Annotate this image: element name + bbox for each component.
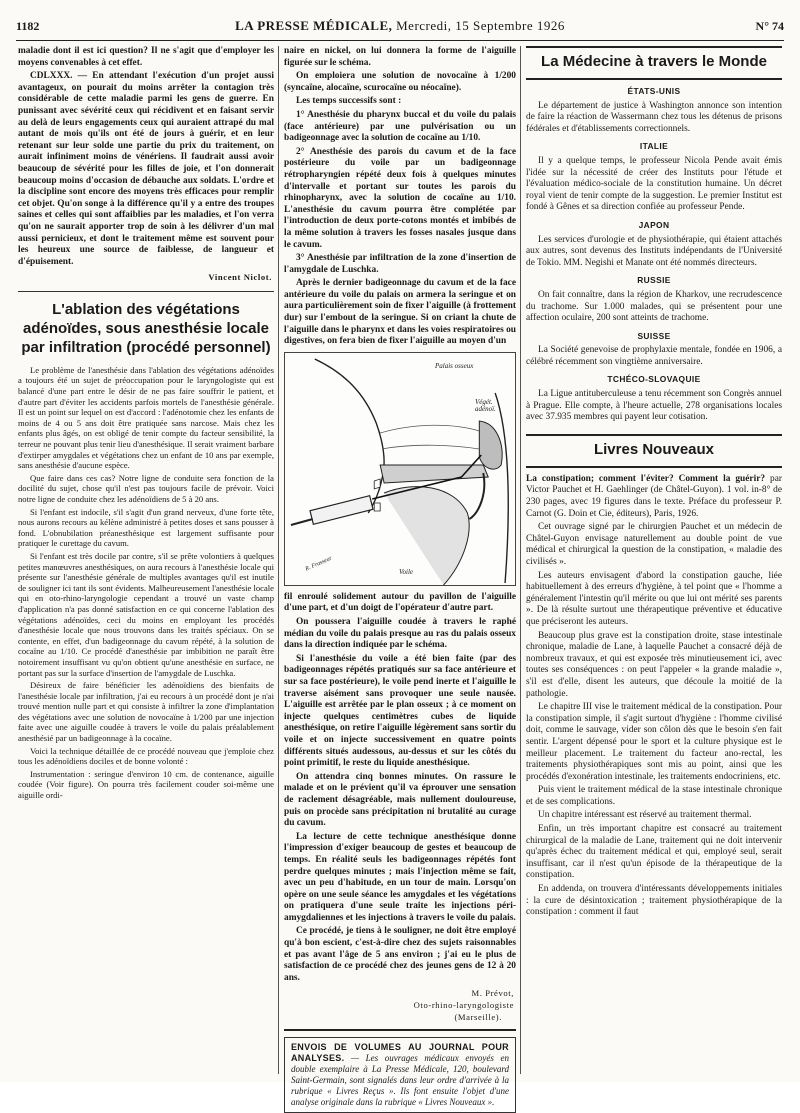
country-news: Il y a quelque temps, le professeur Nicola Pende avait émis l'idée sur la nécessité de créer des Instituts pour l'étude et l'évaluation médico-sociale de la constitution humaine. Un décret royal vient de tenir compte de la suggestion. Le premier Institut est fondé à Gênes et sa direction confiée au professeur Pende. [526,155,782,213]
book-review-paragraph: Les auteurs envisagent d'abord la constipation gauche, liée habituellement à des erreurs d'hygiène, à tel point que « l'homme a généralement l'intestin qu'il mérite ou que lui ont mérité ses parents ». De là résulte surtout une thérapeutique préventive et éducative que préciseront les auteurs. [526,570,782,627]
box-top-rule [284,1029,516,1031]
issue-date: Mercredi, 15 Septembre 1926 [396,18,565,33]
signature-prevot-role: Oto-rhino-laryngologiste [413,1000,514,1011]
country-news: La Société genevoise de prophylaxie mentale, fondée en 1906, a célébré récemment son vingtième anniversaire. [526,345,782,367]
journal-name: LA PRESSE MÉDICALE, [235,18,393,33]
cdlxxx-paragraph [18,71,274,268]
soft-palate [469,473,484,519]
article-paragraph: Voici la technique détaillée de ce procédé nouveau que j'emploie chez tous les adénoïdiens dociles et de bonne volonté : [18,745,274,767]
country-news: Le département de justice à Washington annonce son intention de faire la réaction de Wassermann chez tous les détenus de prisons fédérales et d'établissements correctionnels. [526,100,782,134]
books-bottom-rule [526,466,782,468]
article-body [18,365,274,801]
col2-paragraph: La lecture de cette technique anesthésique donne l'impression d'exiger beaucoup de gestes et beaucoup de temps. En réalité seuls les badigeonnages répétés font perdre quelques minutes ; mais l'injection même se fait, avec un peu d'habitude, en un tour de main. Lorsqu'on opère on une seule séance les amygdales et les végétations on pratiquera d'une seule traite les injections péri-amygdaliennes et les injections à travers le voile du palais. [284,831,516,923]
signature-prevot-city: (Marseille). [454,1011,502,1022]
country-heading: JAPON [638,219,670,230]
page-header [16,8,784,34]
cdlxxx-body: — En attendant l'exécution d'un projet aussi avantageux, on pourait du moins arrêter la contagion très considérable de cette maladie parmi les gens de guerre. En punissant avec sévérité ceux qui récidivent et en faisant servir au delà de leurs engagements ceux qui auraient attrapé du mal autant de mois qu'ils ont été de jours à guérir, et en leur retenant sur leur solde une partie du prix du traitement, on aurait infiniment moins de vénériens. Il faudrait aussi avoir beaucoup de sévérité pour les filles de joie, et l'on donnerait beaucoup moins d'occasion de débauche aux soldats. L'ordre et la discipline sont encore des moyens très efficaces pour remplir cet objet. Qu'on songe à la différence qu'il y a entre des troupes saines et celles qui sont affaiblies par les maladies, et l'on verra qu'on ne saurait apporter trop de soin à les délivrer d'un mal aussi pernicieux, et dont le traitement même est souvent pour les heureux une source de faiblesse, de langueur et d'épuisement. [18,71,274,267]
col2-paragraph: fil enroulé solidement autour du pavillon de l'aiguille d'une part, et d'un doigt de l'opérateur d'autre part. [284,591,516,614]
column-separator-2 [520,46,521,1074]
article-divider [18,291,274,292]
col2-paragraph: On emploiera une solution de novocaïne à 1/200 (syncaïne, alocaïne, scurocaïne ou néocaïne). [284,71,516,93]
col2-paragraph: 1° Anesthésie du pharynx buccal et du voile du palais (face antérieure) par une pulvérisation ou un badigeonnage avec la solution de cocaïne au 1/10. [284,109,516,144]
books-top-rule [526,434,782,436]
syringe-barrel [310,496,373,525]
envois-notice-box [284,1037,516,1113]
head-outline [315,359,384,513]
article-title: L'ablation des végétations adénoïdes, sous anesthésie locale par infiltration (procédé personnel) [21,300,271,356]
book-title: La constipation; comment l'éviter? Comment la guérir? [526,473,766,484]
col2-paragraph: Les temps successifs sont : [296,96,402,107]
country-heading: ÉTATS-UNIS [627,86,681,96]
country-heading: ITALIE [639,141,669,152]
article-paragraph: Si l'enfant est indocile, s'il s'agit d'un grand nerveux, d'une forte tête, nous aurons recours au kélène administré à petites doses et sans pousser à fond. L'obnubilation préanesthésique est largement suffisante pour pratiquer le curettage du cavum. [18,506,274,549]
country-heading: RUSSIE [637,275,671,286]
issue-number: N° 74 [755,19,784,33]
page-number: 1182 [16,19,40,33]
col2-paragraph: 3° Anesthésie par infiltration de la zone d'insertion de l'amygdale de Luschka. [284,253,516,275]
column-1 [18,46,274,1074]
book-review-paragraph: Beaucoup plus grave est la constipation droite, stase intestinale chronique, maladie de Lane, à laquelle Pauchet a consacré déjà de nombreux travaux, et qui est exposée très minutieusement ici, avec toutes ses conséquences : on peut l'appeler « la grande maladie », s'il est d'elle, disent les auteurs, que découle la moitié de la pathologie. [526,630,782,699]
label-illustrator-credit: R. Frasseur [304,555,334,573]
envois-heading: ENVOIS DE VOLUMES AU JOURNAL POUR ANALYSES. [291,1042,509,1064]
label-palais-osseux: Palais osseux [435,361,474,370]
article-paragraph: Si l'enfant est très docile par contre, s'il se prête volontiers à quelques petites manœuvres anesthésiques, on aura recours à l'anesthésie locale qui présente sur l'anesthésie générale de multiples avantages qu'il est inutile de souligner ici tant ils sont évidents. Malheureusement l'anesthésie locale qui en oto-rhino-laryngologie cependant a trouvé un vaste champ d'application n'a pas donné satisfaction en ce qui concerne l'ablation des végétations adénoïdes, ceci du moins en employant les procédés d'anesthésie locale que nous trouvons dans les traités spéciaux. On se contente, en effet, d'un badigeonnage du cavum répété, à la solution de cocaïne au 1/10. Ce procédé d'anesthésie par imbibition ne paraît être notoirement insuffisant vu qu'on obtient qu'une anesthésie en surface, ne portant pas sur la surface d'insertion de l'amygdale de Luschka. [18,550,274,678]
col2-paragraph: Si l'anesthésie du voile a été bien faite (par des badigeonnages répétés pratiqués sur sa face antérieure et sur sa face postérieure), le voile pend inerte et l'aiguille le traverse aisément sans provoquer une seule nausée. L'aiguille est arrêtée par le plan osseux ; à ce moment on injecte quelques centimètres cubes de liquide anesthésique, on retire l'aiguille légèrement sans sortir du voile et on injecte successivement en quatre points différents situés audessous, au-dessus et sur les côtés du point primitif, le reste du liquide anesthésique. [284,653,516,769]
section-title-medecine: La Médecine à travers le Monde [541,53,767,70]
cdlxxx-number: CDLXXX. [30,71,73,82]
book-review-paragraph: Le chapitre III vise le traitement médical de la constipation. Pour la constipation simple, il s'agit surtout d'hygiène : l'homme civilisé doit, comme le sauvage, vider son côlon dès que le besoin s'en fait sentir. L'argent dépensé pour le sport et la culture physique est le meilleur placement. Le traitement du facteur ano-rectal, les traitements physiothérapiques sont mis au point, ainsi que les procédés d'exonération intestinale, les traitements endocriniens, etc. [526,702,782,782]
tongue [384,486,469,584]
col2-paragraph: naire en nickel, on lui donnera la forme de l'aiguille figurée sur le schéma. [284,46,516,68]
syringe-plunger [291,519,313,525]
signature-niclot: Vincent Niclot. [208,272,272,283]
envois-body: — Les ouvrages médicaux envoyés en double exemplaire à La Presse Médicale, 120, boulevard Saint-Germain, sont signalés dans leur ordre d'arrivée à la rubrique « Livres Reçus ». Ils font ensuite l'objet d'une analyse originale dans la rubrique « Livres Nouveaux ». [291,1053,509,1108]
col2-paragraph: On poussera l'aiguille coudée à travers le raphé médian du voile du palais presque au ras du palais osseux dans la direction indiquée par le schéma. [284,617,516,651]
col2-paragraph: Ce procédé, je tiens à le souligner, ne doit être employé qu'à bon escient, c'est-à-dire chez des sujets raisonnables et pas avant l'âge de 5 ans environ ; j'ai eu le plus de satisfaction de ce procédé chez des jeunes gens de 12 à 20 ans. [284,926,516,983]
country-news: On fait connaître, dans la région de Kharkov, une recrudescence du trachome. Sur 1.000 malades, qui se présentent pour une affection oculaire, 200 sont atteints de trachome. [526,289,782,324]
signature-prevot-name: M. Prévot, [471,988,514,999]
intro-paragraph: maladie dont il est ici question? Il ne s'agit que d'employer les moyens convenables à cet effet. [18,46,274,68]
column-separator-1 [278,46,279,1074]
section-bottom-rule [526,78,782,80]
book-review-paragraph: Cet ouvrage signé par le chirurgien Pauchet et un médecin de Châtel-Guyon envisage naturellement au double point de vue médical et chirurgical la question de la constipation, « maladie des civilisés ». [526,522,782,567]
journal-title [76,18,724,34]
book-review-paragraph: Un chapitre intéressant est réservé au traitement thermal. [538,810,752,821]
pharynx-wall [495,393,508,583]
article-paragraph: Que faire dans ces cas? Notre ligne de conduite sera fonction de la docilité du sujet, chose qu'il n'est pas toujours facile de prévoir. Voici notre ligne de conduite chez les adénoïdiens de 5 à 20 ans. [18,472,274,504]
book-reference: par Victor Pauchet et H. Gaehlinger (de Châtel-Guyon). 1 vol. in-8° de 230 pages, avec 19 figures dans le texte. Préface du professeur P. Carnot (G. Doin et Cie, éditeurs), Paris, 1926. [526,473,782,519]
nasal-lines [380,425,479,449]
country-news: Les services d'urologie et de physiothérapie, qui étaient attachés aux autres, sont devenus des Instituts indépendants de l'Université de Tokio. MM. Negishi et Manate ont été nommés directeurs. [526,234,782,268]
col2-paragraph: On attendra cinq bonnes minutes. On rassure le malade et on le prévient qu'il va éprouver une sensation de raclement désagréable, mais nullement douloureuse, puis on procède sans précipitation ni brutalité au curage du cavum. [284,771,516,829]
section-title-livres: Livres Nouveaux [593,440,715,458]
book-review-paragraph: En addenda, on trouvera d'intéressants développements initiales : la cure de désintoxication ; traitement physiothérapique de la constipation : comment il faut [526,884,782,918]
figure-drawing [285,353,515,585]
anatomical-figure [284,352,516,586]
label-vegetations: Végét. adénoï. [475,397,496,413]
article-paragraph: Instrumentation : seringue d'environ 10 cm. de contenance, aiguille coudée (Voir figure). On pourra très facilement couder soi-même une aiguille ordi- [18,768,274,801]
col2-paragraph: Après le dernier badigeonnage du cavum et de la face antérieure du voile du palais on armera la seringue et on aura particulièrement soin de fixer l'aiguille (à frottement dur) sur l'embout de la seringue. Si on criant la chute de l'aiguille dans le pharynx et dans les voies respiratoires ou digestives, on fera bien de fixer l'aiguille au moyen d'un [284,278,516,347]
header-rule [16,40,784,41]
article-paragraph: Désireux de faire bénéficier les adénoïdiens des bienfaits de l'anesthésie locale par infiltration, j'ai eu recours à un procédé dont je n'ai trouvé mention nulle part et qui consiste à infiltrer la zone d'implantation des végétations avec une solution de novocaïne à 1/200 par une injection faite avec une aiguille coudée à travers le voile du palais préalablement anesthésié par un badigeonnage à la cocaïne. [18,680,274,744]
adenoid-mass [479,421,502,469]
envois-notice [291,1042,509,1108]
country-heading: SUISSE [637,330,671,341]
palate-bone [380,465,488,483]
book-review-paragraph: Enfin, un très important chapitre est consacré au traitement chirurgical de la maladie de Lane, traitement qui ne doit intervenir qu'après échec du traitement médical et qui, employé seul, serait insuffisant, car il n'est qu'un épisode de la thérapeutique de la constipation. [526,824,782,881]
country-news: La Ligue antituberculeuse a tenu récemment son Congrès annuel à Prague. Elle compte, à l'heure actuelle, 278 organisations locales avec 37.935 membres qui payent leur cotisation. [526,389,782,423]
country-heading: TCHÉCO-SLOVAQUIE [607,374,701,385]
column-2 [284,46,516,1108]
book-entry [526,474,782,520]
book-review-paragraph: Puis vient le traitement médical de la stase intestinale chronique et de ses complications. [526,785,782,807]
label-voile: Voile [399,567,413,576]
col2-paragraph: 2° Anesthésie des parois du cavum et de la face postérieure du voile par un badigeonnage rétropharyngien répété deux fois à quelques minutes d'intervalle et portant sur toutes les parois du rhinopharynx, avec la solution de cocaïne au 1/10. L'anesthésie du cavum pourra être complétée par l'introduction de deux porte-cotons montés et imbibés de la même solution à travers les fosses nasales jusque dans le cavum. [284,146,516,250]
column-3 [526,46,782,1074]
article-paragraph: Le problème de l'anesthésie dans l'ablation des végétations adénoïdes a toujours été un sujet de préoccupation pour le laryngologiste qui est balancé d'une part entre le désir de ne pas faire souffrir le patient, et d'autre part d'éviter les accidents parfois mortels de l'anesthésie générale. Il est un point sur lequel on est d'accord : l'adénotomie chez les enfants de moins de 4 ou 5 ans doit être pratiquée sans narcose. Mais chez les enfants plus âgés, on est obligé de tenir compte du facteur sensibilité, la terreur ne pouvant plus tenir lieu d'anesthésique. Il serait vraiment barbare d'extirper amygdales et végétations chez un enfant de 10 ans par exemple, sans anesthésie d'aucune espèce. [18,364,274,471]
section-top-rule [526,46,782,48]
